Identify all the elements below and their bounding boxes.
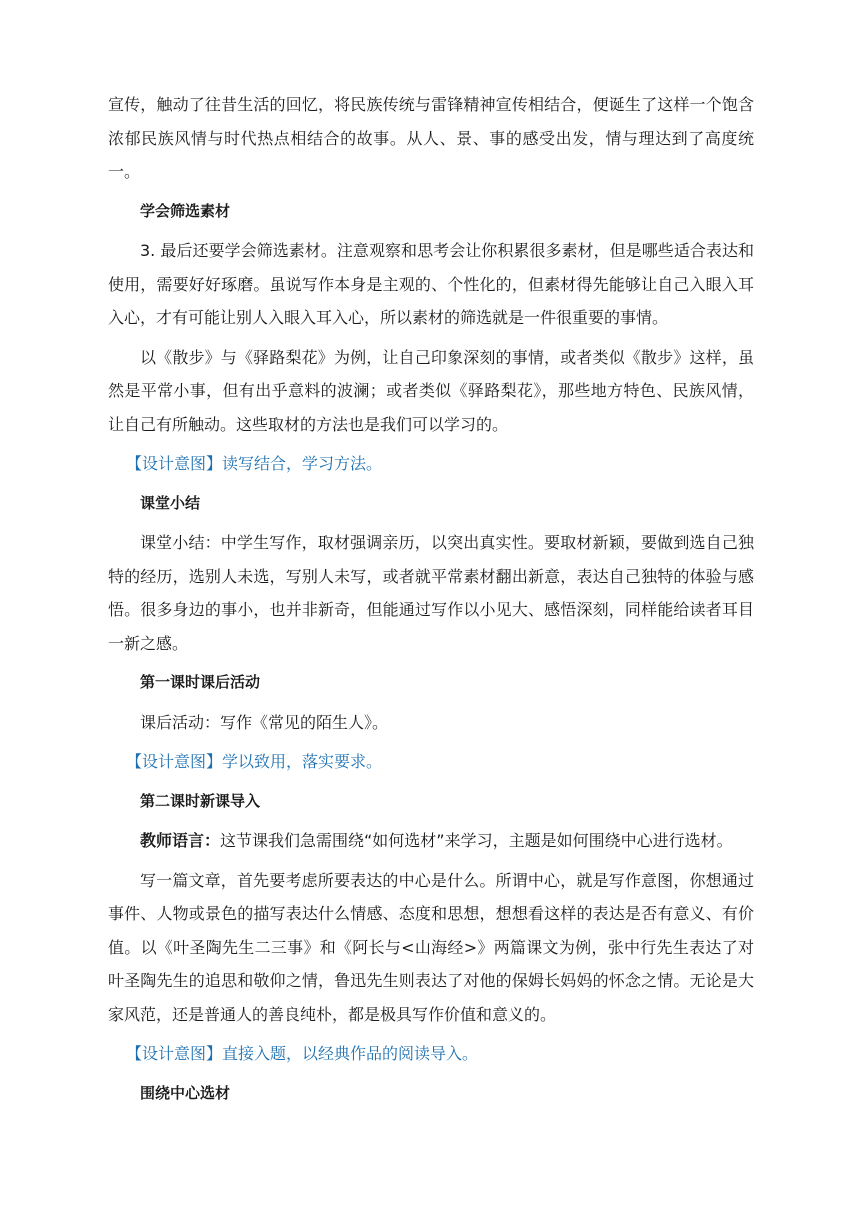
section-heading-second-lesson: 第二课时新课导入: [140, 791, 261, 810]
paragraph-after-class: 课后活动：写作《常见的陌生人》。: [140, 712, 389, 732]
section-heading-summary: 课堂小结: [140, 493, 201, 512]
design-intent-2: 【设计意图】学以致用，落实要求。: [126, 752, 383, 771]
paragraph-continuation: 宣传，触动了往昔生活的回忆，将民族传统与雷锋精神宣传相结合，便诞生了这样一个饱含浓郁民族风情与时代热点相结合的故事。从人、景、事的感受出发，情与理达到了高度统一。: [108, 95, 754, 181]
teacher-language-text: 这节课我们急需围绕“如何选材”来学习，主题是如何围绕中心进行选材。: [220, 831, 733, 850]
section-heading-after-class: 第一课时课后活动: [140, 673, 261, 691]
paragraph-examples: 以《散步》与《驿路梨花》为例，让自己印象深刻的事情，或者类似《散步》这样，虽然是平常小事，但有出乎意料的波澜；或者类似《驿路梨花》，那些地方特色、民族风情，让自己有所触动。这些取材的方法也是我们可以学习的。: [108, 347, 754, 434]
design-intent-3: 【设计意图】直接入题，以经典作品的阅读导入。: [126, 1044, 479, 1063]
paragraph-teacher-language: [108, 824, 754, 858]
paragraph-center: 写一篇文章，首先要考虑所要表达的中心是什么。所谓中心，就是写作意图，你想通过事件、人物或景色的描写表达什么情感、态度和思想，想想看这样的表达是否有意义、有价值。以《叶圣陶先生二三事》和《阿长与<山海经>》两篇课文为例，张中行先生表达了对叶圣陶先生的追思和敬仰之情，鲁迅先生则表达了对他的保姆长妈妈的怀念之情。无论是大家风范，还是普通人的善良纯朴，都是极具写作价值和意义的。: [108, 870, 754, 1024]
paragraph-summary: 课堂小结：中学生写作，取材强调亲历，以突出真实性。要取材新颖，要做到选自己独特的经历，选别人未选，写别人未写，或者就平常素材翻出新意，表达自己独特的体验与感悟。很多身边的事小，也并非新奇，但能通过写作以小见大、感悟深刻，同样能给读者耳目一新之感。: [108, 533, 754, 653]
design-intent-1: 【设计意图】读写结合，学习方法。: [126, 454, 383, 473]
document-page: [108, 88, 754, 1116]
section-heading-filter-material: 学会筛选素材: [140, 201, 231, 220]
paragraph-filter-material: 3. 最后还要学会筛选素材。注意观察和思考会让你积累很多素材，但是哪些适合表达和使用，需要好好琢磨。虽说写作本身是主观的、个性化的，但素材得先能够让自己入眼入耳入心，才有可能让别人入眼入耳入心，所以素材的筛选就是一件很重要的事情。: [108, 241, 754, 327]
section-heading-center-material: 围绕中心选材: [140, 1083, 231, 1102]
teacher-language-label: 教师语言：: [140, 831, 221, 850]
